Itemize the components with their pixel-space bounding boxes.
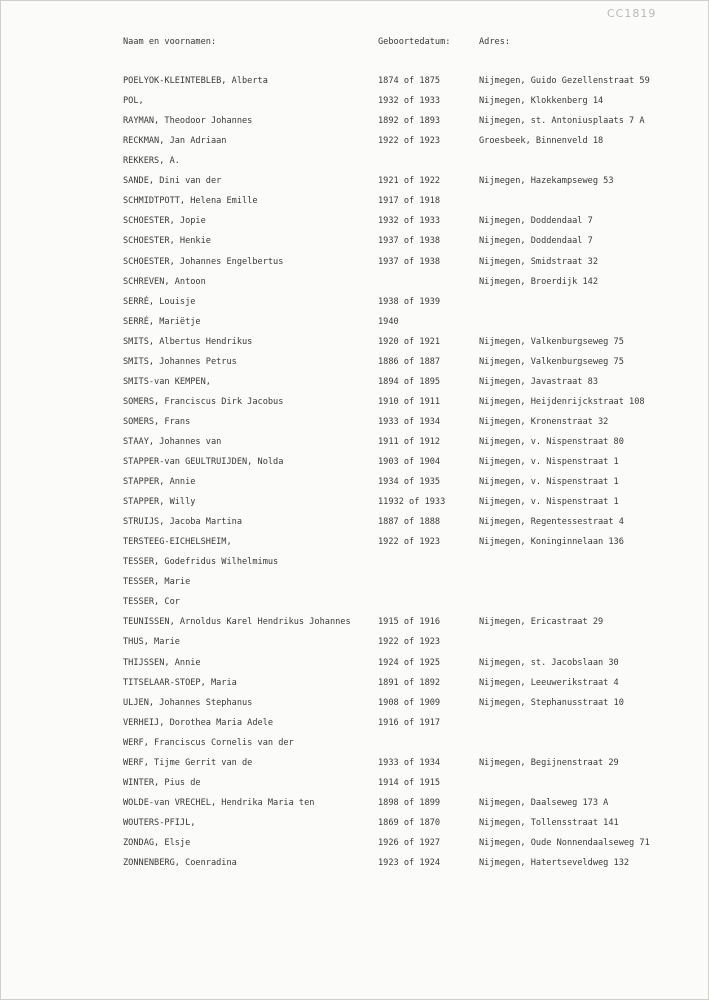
record-birthdate: 1922 of 1923 bbox=[378, 136, 441, 147]
record-row bbox=[1, 455, 709, 469]
column-header-row bbox=[1, 35, 709, 49]
record-name: THUS, Marie bbox=[123, 637, 180, 648]
record-name: WERF, Franciscus Cornelis van der bbox=[123, 737, 294, 748]
archive-mark: CC1819 bbox=[607, 7, 657, 20]
record-birthdate: 1916 of 1917 bbox=[378, 717, 441, 728]
record-name: SMITS, Johannes Petrus bbox=[123, 356, 237, 367]
record-row bbox=[1, 615, 709, 629]
record-row bbox=[1, 134, 709, 148]
record-birthdate: 1932 of 1933 bbox=[378, 96, 441, 106]
record-name: WERF, Tijme Gerrit van de bbox=[123, 757, 253, 768]
record-address: Nijmegen, Stephanusstraat 10 bbox=[479, 697, 624, 708]
record-name: SMITS-van KEMPEN, bbox=[123, 376, 211, 387]
record-name: STRUIJS, Jacoba Martina bbox=[123, 517, 242, 528]
record-row bbox=[1, 154, 709, 168]
record-address: Nijmegen, Smidstraat 32 bbox=[479, 256, 598, 267]
record-birthdate: 1920 of 1921 bbox=[378, 336, 441, 347]
record-birthdate: 1894 of 1895 bbox=[378, 376, 441, 387]
record-row bbox=[1, 74, 709, 88]
record-row bbox=[1, 255, 709, 269]
record-name: VERHEIJ, Dorothea Maria Adele bbox=[123, 717, 274, 728]
record-name: SOMERS, Franciscus Dirk Jacobus bbox=[123, 396, 284, 407]
record-address: Nijmegen, Javastraat 83 bbox=[479, 376, 598, 387]
record-birthdate: 1910 of 1911 bbox=[378, 396, 441, 407]
record-birthdate: 1898 of 1899 bbox=[378, 797, 441, 808]
record-name: STAPPER, Willy bbox=[123, 497, 196, 508]
record-birthdate: 11932 of 1933 bbox=[378, 497, 446, 508]
record-row bbox=[1, 676, 709, 690]
record-row bbox=[1, 415, 709, 429]
record-row bbox=[1, 796, 709, 810]
record-address: Nijmegen, Tollensstraat 141 bbox=[479, 817, 619, 828]
record-row bbox=[1, 214, 709, 228]
record-name: TEUNISSEN, Arnoldus Karel Hendrikus Johannes bbox=[123, 617, 351, 628]
record-row bbox=[1, 234, 709, 248]
record-row bbox=[1, 435, 709, 449]
record-birthdate: 1911 of 1912 bbox=[378, 436, 441, 447]
record-row bbox=[1, 595, 709, 609]
record-birthdate: 1869 of 1870 bbox=[378, 817, 441, 828]
header-date: Geboortedatum: bbox=[378, 37, 451, 47]
record-row bbox=[1, 355, 709, 369]
record-address: Nijmegen, Doddendaal 7 bbox=[479, 216, 593, 227]
record-row bbox=[1, 756, 709, 770]
record-birthdate: 1938 of 1939 bbox=[378, 296, 441, 307]
record-row bbox=[1, 656, 709, 670]
record-row bbox=[1, 696, 709, 710]
record-row bbox=[1, 315, 709, 329]
record-row bbox=[1, 535, 709, 549]
record-birthdate: 1926 of 1927 bbox=[378, 837, 441, 848]
record-row bbox=[1, 736, 709, 750]
record-address: Nijmegen, Valkenburgseweg 75 bbox=[479, 356, 624, 367]
record-name: THIJSSEN, Annie bbox=[123, 657, 201, 668]
record-name: STAAY, Johannes van bbox=[123, 436, 222, 447]
record-birthdate: 1937 of 1938 bbox=[378, 256, 441, 267]
record-row bbox=[1, 836, 709, 850]
record-row bbox=[1, 94, 709, 108]
record-birthdate: 1903 of 1904 bbox=[378, 456, 441, 467]
record-name: TESSER, Marie bbox=[123, 577, 191, 588]
record-name: WINTER, Pius de bbox=[123, 777, 201, 788]
record-birthdate: 1874 of 1875 bbox=[378, 76, 441, 86]
record-address: Nijmegen, Begijnenstraat 29 bbox=[479, 757, 619, 768]
record-address: Nijmegen, st. Jacobslaan 30 bbox=[479, 657, 619, 668]
record-address: Nijmegen, Regentessestraat 4 bbox=[479, 517, 624, 528]
record-name: STAPPER-van GEULTRUIJDEN, Nolda bbox=[123, 456, 284, 467]
record-birthdate: 1940 bbox=[378, 316, 399, 327]
record-address: Nijmegen, Broerdijk 142 bbox=[479, 276, 598, 287]
record-name: STAPPER, Annie bbox=[123, 477, 196, 487]
record-address: Nijmegen, Kronenstraat 32 bbox=[479, 416, 609, 427]
record-name: TESSER, Godefridus Wilhelmimus bbox=[123, 557, 279, 568]
record-address: Nijmegen, Leeuwerikstraat 4 bbox=[479, 677, 619, 688]
record-row bbox=[1, 856, 709, 870]
record-address: Nijmegen, Oude Nonnendaalseweg 71 bbox=[479, 837, 650, 848]
record-row bbox=[1, 395, 709, 409]
record-name: ULJEN, Johannes Stephanus bbox=[123, 697, 253, 708]
record-row bbox=[1, 335, 709, 349]
record-name: POL, bbox=[123, 96, 144, 106]
record-address: Nijmegen, Heijdenrijckstraat 108 bbox=[479, 396, 645, 407]
record-name: ZONNENBERG, Coenradina bbox=[123, 858, 237, 868]
record-address: Groesbeek, Binnenveld 18 bbox=[479, 136, 604, 147]
record-birthdate: 1921 of 1922 bbox=[378, 176, 441, 187]
record-name: TITSELAAR-STOEP, Maria bbox=[123, 677, 237, 688]
record-address: Nijmegen, Valkenburgseweg 75 bbox=[479, 336, 624, 347]
record-name: SCHOESTER, Johannes Engelbertus bbox=[123, 256, 284, 267]
record-row bbox=[1, 114, 709, 128]
record-row bbox=[1, 194, 709, 208]
record-address: Nijmegen, v. Nispenstraat 1 bbox=[479, 497, 619, 508]
record-address: Nijmegen, Doddendaal 7 bbox=[479, 236, 593, 247]
record-name: SERRÉ, Mariëtje bbox=[123, 316, 201, 327]
record-address: Nijmegen, Koninginnelaan 136 bbox=[479, 537, 624, 548]
record-name: SANDE, Dini van der bbox=[123, 176, 222, 187]
record-name: REKKERS, A. bbox=[123, 156, 180, 167]
record-name: SCHREVEN, Antoon bbox=[123, 276, 206, 287]
record-birthdate: 1915 of 1916 bbox=[378, 617, 441, 628]
record-name: RAYMAN, Theodoor Johannes bbox=[123, 116, 253, 127]
record-birthdate: 1922 of 1923 bbox=[378, 537, 441, 548]
record-row bbox=[1, 635, 709, 649]
record-birthdate: 1914 of 1915 bbox=[378, 777, 441, 788]
record-name: SMITS, Albertus Hendrikus bbox=[123, 336, 253, 347]
record-birthdate: 1917 of 1918 bbox=[378, 196, 441, 207]
record-birthdate: 1908 of 1909 bbox=[378, 697, 441, 708]
header-name: Naam en voornamen: bbox=[123, 37, 217, 47]
record-name: ZONDAG, Elsje bbox=[123, 837, 191, 848]
record-birthdate: 1937 of 1938 bbox=[378, 236, 441, 247]
record-address: Nijmegen, st. Antoniusplaats 7 A bbox=[479, 116, 645, 127]
record-birthdate: 1933 of 1934 bbox=[378, 757, 441, 768]
record-row bbox=[1, 174, 709, 188]
record-name: TERSTEEG-EICHELSHEIM, bbox=[123, 537, 232, 548]
record-address: Nijmegen, v. Nispenstraat 1 bbox=[479, 456, 619, 467]
record-name: SOMERS, Frans bbox=[123, 416, 191, 427]
record-birthdate: 1891 of 1892 bbox=[378, 677, 441, 688]
record-row bbox=[1, 475, 709, 489]
record-name: RECKMAN, Jan Adriaan bbox=[123, 136, 227, 147]
record-address: Nijmegen, Ericastraat 29 bbox=[479, 617, 604, 628]
record-birthdate: 1934 of 1935 bbox=[378, 477, 441, 487]
record-name: SCHMIDTPOTT, Helena Emille bbox=[123, 196, 258, 207]
record-address: Nijmegen, v. Nispenstraat 1 bbox=[479, 477, 619, 487]
record-address: Nijmegen, Hatertseveldweg 132 bbox=[479, 858, 630, 868]
record-address: Nijmegen, Guido Gezellenstraat 59 bbox=[479, 76, 650, 86]
record-row bbox=[1, 275, 709, 289]
record-row bbox=[1, 716, 709, 730]
record-row bbox=[1, 816, 709, 830]
record-birthdate: 1923 of 1924 bbox=[378, 858, 441, 868]
record-birthdate: 1932 of 1933 bbox=[378, 216, 441, 227]
record-birthdate: 1924 of 1925 bbox=[378, 657, 441, 668]
record-row bbox=[1, 495, 709, 509]
record-birthdate: 1933 of 1934 bbox=[378, 416, 441, 427]
record-address: Nijmegen, Hazekampseweg 53 bbox=[479, 176, 614, 187]
record-row bbox=[1, 375, 709, 389]
record-row bbox=[1, 555, 709, 569]
record-row bbox=[1, 575, 709, 589]
record-row bbox=[1, 776, 709, 790]
record-name: WOLDE-van VRECHEL, Hendrika Maria ten bbox=[123, 797, 315, 808]
record-birthdate: 1892 of 1893 bbox=[378, 116, 441, 127]
record-birthdate: 1887 of 1888 bbox=[378, 517, 441, 528]
record-row bbox=[1, 295, 709, 309]
header-address: Adres: bbox=[479, 37, 511, 47]
record-birthdate: 1922 of 1923 bbox=[378, 637, 441, 648]
record-name: WOUTERS-PFIJL, bbox=[123, 817, 196, 828]
record-name: POELYOK-KLEINTEBLEB, Alberta bbox=[123, 76, 268, 86]
record-birthdate: 1886 of 1887 bbox=[378, 356, 441, 367]
record-address: Nijmegen, Klokkenberg 14 bbox=[479, 96, 604, 106]
record-name: SERRÉ, Louisje bbox=[123, 296, 196, 307]
record-name: TESSER, Cor bbox=[123, 597, 180, 608]
record-address: Nijmegen, v. Nispenstraat 80 bbox=[479, 436, 624, 447]
record-name: SCHOESTER, Henkie bbox=[123, 236, 211, 247]
record-row bbox=[1, 515, 709, 529]
record-name: SCHOESTER, Jopie bbox=[123, 216, 206, 227]
record-address: Nijmegen, Daalseweg 173 A bbox=[479, 797, 609, 808]
